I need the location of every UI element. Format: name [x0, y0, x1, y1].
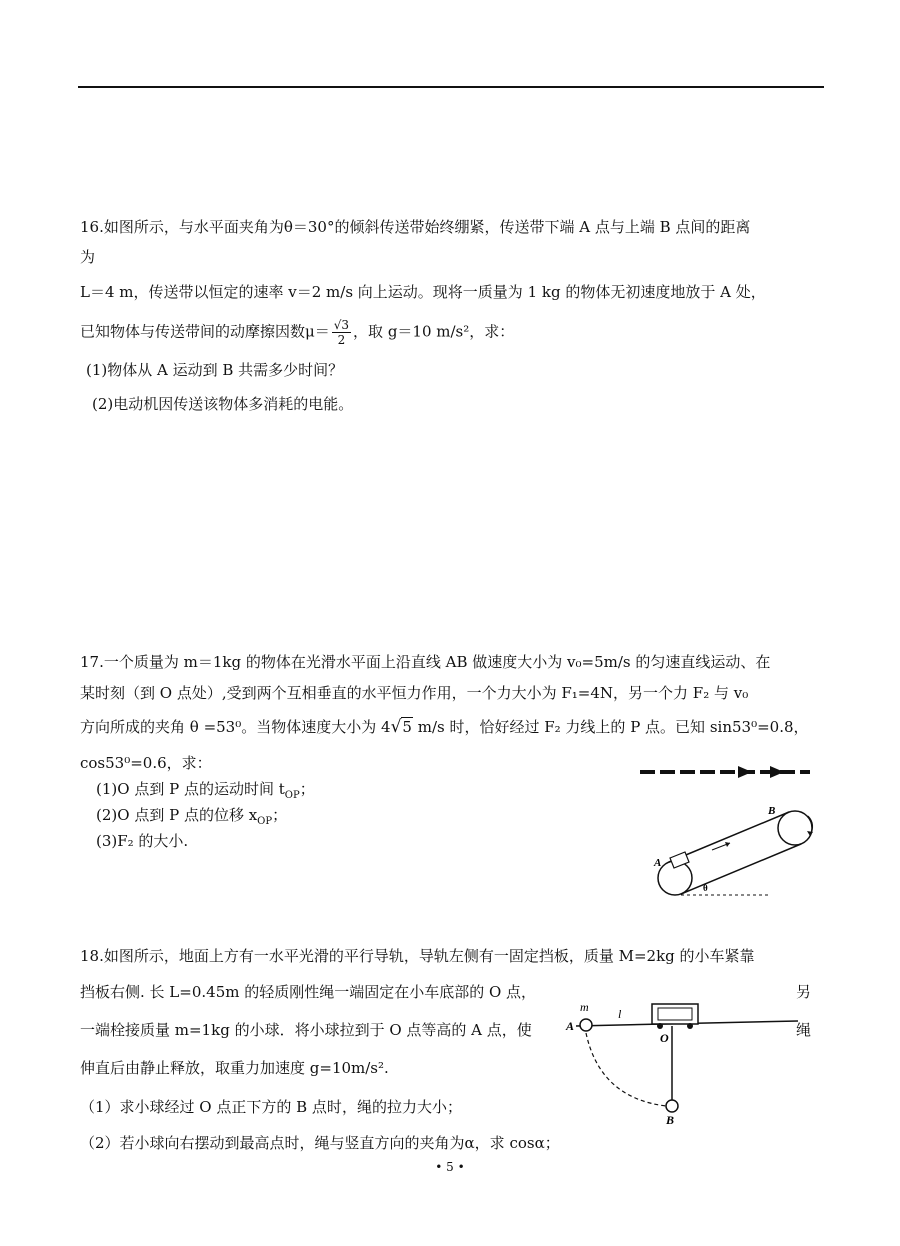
q18-line2: 挡板右侧. 长 L=0.45m 的轻质刚性绳一端固定在小车底部的 O 点，	[80, 983, 537, 1001]
q17-sub2	[96, 805, 287, 832]
sqrt-sign: √	[390, 717, 402, 737]
q17-sub2-subscript: OP	[257, 816, 273, 827]
q17-line3-pre: 方向所成的夹角 θ =53⁰。当物体速度大小为 4	[80, 718, 391, 736]
label-l: l	[618, 1007, 622, 1021]
q18-line3-right: 绳	[796, 1021, 812, 1039]
label-theta: θ	[703, 883, 708, 893]
cart-pendulum-figure	[562, 998, 802, 1126]
q16-sub2: (2)电动机因传送该物体多消耗的电能。	[92, 395, 354, 413]
mu-fraction-denominator: 2	[337, 333, 346, 347]
q17-line1: 17.一个质量为 m＝1kg 的物体在光滑水平面上沿直线 AB 做速度大小为 v₀=5m/s 的匀速直线运动、在	[80, 653, 771, 671]
cart-wheel-left	[657, 1023, 663, 1029]
arrow-head-2	[770, 766, 784, 778]
q16-line1: 16.如图所示，与水平面夹角为θ＝30°的倾斜传送带始终绷紧，传送带下端 A 点与上端 B 点间的距离	[80, 218, 751, 236]
q18-line1: 18.如图所示，地面上方有一水平光滑的平行导轨，导轨左侧有一固定挡板，质量 M=2kg 的小车紧靠	[80, 947, 755, 965]
q17-sub2-text: (2)O 点到 P 点的位移 x	[96, 806, 258, 824]
swing-arc	[586, 1033, 666, 1106]
conveyor-belt-figure	[650, 800, 820, 900]
q18-line4: 伸直后由静止释放，取重力加速度 g=10m/s².	[80, 1059, 389, 1077]
mu-fraction	[332, 318, 351, 347]
q18-line2-right: 另	[796, 983, 812, 1001]
belt-bottom	[681, 844, 801, 894]
q18-sub1: （1）求小球经过 O 点正下方的 B 点时，绳的拉力大小；	[80, 1098, 462, 1116]
q17-line4: cos53⁰=0.6，求：	[80, 754, 212, 772]
q16-line2: 为	[80, 248, 96, 266]
q17-line3	[80, 717, 809, 737]
q16-line3: L＝4 m，传送带以恒定的速率 v＝2 m/s 向上运动。现将一质量为 1 kg 的物体无初速度地放于 A 处，	[80, 283, 766, 301]
q17-line2: 某时刻（到 O 点处）,受到两个互相垂直的水平恒力作用，一个力大小为 F₁=4N，另一个力 F₂ 与 v₀	[80, 684, 749, 702]
q17-sub1-text: (1)O 点到 P 点的运动时间 t	[96, 780, 285, 798]
label-m: m	[580, 1000, 589, 1014]
q17-sub3: (3)F₂ 的大小.	[96, 832, 189, 850]
upper-pulley	[778, 811, 812, 845]
q17-sub1	[96, 779, 315, 806]
q17-sub1-end: ；	[299, 780, 315, 798]
q16-sub1: (1)物体从 A 运动到 B 共需多少时间？	[86, 361, 344, 379]
dashed-arrow-line	[638, 762, 813, 782]
arrow-head-1	[738, 766, 752, 778]
label-a: A	[566, 1019, 575, 1033]
label-b: B	[768, 805, 776, 817]
belt-top	[669, 812, 789, 862]
q16-line4-post: ，取 g＝10 m/s²，求：	[353, 322, 515, 341]
header-rule	[78, 86, 824, 88]
cart-body	[652, 1004, 698, 1024]
q17-sub1-subscript: OP	[284, 790, 300, 801]
q16-line4	[80, 318, 514, 347]
q17-sub2-end: ；	[272, 806, 288, 824]
label-o: O	[660, 1031, 669, 1045]
ball-at-a	[580, 1019, 592, 1031]
ball-at-b	[666, 1100, 678, 1112]
sqrt-argument: 5	[402, 718, 412, 736]
mu-fraction-numerator: √3	[333, 318, 350, 332]
label-a: A	[654, 857, 662, 869]
q18-line3: 一端栓接质量 m=1kg 的小球．将小球拉到于 O 点等高的 A 点，使	[80, 1021, 532, 1039]
q16-line4-pre: 已知物体与传送带间的动摩擦因数μ＝	[80, 322, 330, 341]
q18-sub2: （2）若小球向右摆动到最高点时，绳与竖直方向的夹角为α，求 cosα；	[80, 1134, 560, 1152]
label-b: B	[666, 1113, 675, 1127]
page-number: • 5 •	[435, 1160, 465, 1174]
q17-line3-post: m/s 时，恰好经过 F₂ 力线上的 P 点。已知 sin53⁰=0.8，	[412, 718, 809, 736]
cart-wheel-right	[687, 1023, 693, 1029]
